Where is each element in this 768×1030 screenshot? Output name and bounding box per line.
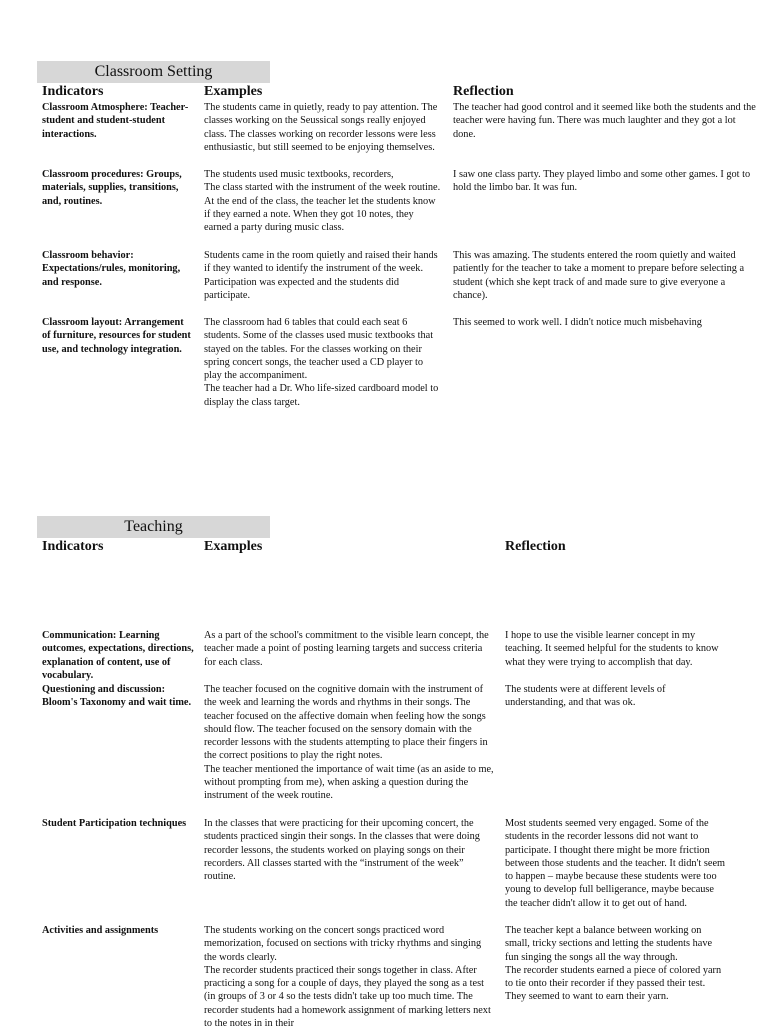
classroom-row-4-examples [204, 316, 441, 409]
reflection-paragraph: This was amazing. The students entered the room quietly and waited patiently for the teacher to take a moment to prepare before selecting a student (which she kept track of and made sure to give everyone a chance). [453, 250, 745, 301]
teaching-row-3-indicator: Student Participation techniques [42, 818, 187, 829]
example-paragraph: The students working on the concert songs practiced word memorization, focused on sections with tricky rhythms and singing the words clearly. [204, 925, 482, 963]
teaching-row-4-examples [204, 924, 496, 1030]
example-paragraph: The recorder students practiced their songs together in class. After practicing a song for a couple of days, they played the song as a test (in groups of 3 or 4 so the tests didn't take up too much time. The recorder students had a homework assignment of marking letters next to the notes in in their [204, 964, 491, 1030]
example-paragraph: The teacher focused on the cognitive domain with the instrument of the week and learning the words and rhythms in their songs. The teacher focused on the affective domain when feeling how the songs should flow. The teacher focused on the sensory domain with the recorder lessons with the students attempting to place their fingers in the correct positions to play the right notes. [204, 684, 488, 762]
classroom-row-1-indicator: Classroom Atmosphere: Teacher- student and student-student interactions. [42, 102, 189, 140]
teaching-row-1-reflection [505, 629, 728, 669]
reflection-paragraph: I hope to use the visible learner concept in my teaching. It seemed helpful for the students to know what they were trying to accomplish that day. [505, 630, 719, 668]
classroom-row-3-indicator: Classroom behavior: Expectations/rules, monitoring, and response. [42, 250, 181, 288]
teaching-row-4-reflection [505, 924, 728, 1004]
teaching-banner: Teaching [37, 516, 270, 538]
teaching-row-1-indicator: Communication: Learning outcomes, expectations, directions, explanation of content, use of vocabulary. [42, 630, 194, 681]
reflection-paragraph: The teacher had good control and it seemed like both the students and the teacher were having fun. There was much laughter and they got a lot done. [453, 102, 756, 140]
example-paragraph: The students came in quietly, ready to pay attention. The classes working on the Seussical songs really enjoyed class. The classes working on recorder lessons were less enthusiastic, but still seemed to be enjoying themselves. [204, 102, 438, 153]
teaching-row-2-examples [204, 683, 496, 803]
teaching-row-3-examples [204, 817, 496, 883]
example-paragraph: Participation was expected and the students did participate. [204, 276, 400, 301]
classroom-indicators-header: Indicators [42, 84, 104, 99]
example-paragraph: The teacher had a Dr. Who life-sized cardboard model to display the class target. [204, 383, 439, 408]
classroom-row-2-indicator: Classroom procedures: Groups, materials, supplies, transitions, and, routines. [42, 169, 182, 207]
example-paragraph: Students came in the room quietly and raised their hands if they wanted to identify the instrument of the week. [204, 250, 438, 275]
example-paragraph: The class started with the instrument of the week routine. At the end of the class, the teacher let the students know if they earned a note. When they got 10 notes, they earned a party during music class. [204, 182, 441, 234]
example-paragraph: In the classes that were practicing for their upcoming concert, the students practiced singin their songs. In the classes that were doing recorder lessons, the students worked on playing songs on their recorders. All classes started with the “instrument of the week” routine. [204, 818, 480, 883]
reflection-paragraph: The recorder students earned a piece of colored yarn to tie onto their recorder if they passed their test. They seemed to want to earn their yarn. [505, 964, 722, 1003]
classroom-row-3-examples [204, 249, 441, 302]
reflection-paragraph: The students were at different levels of understanding, and that was ok. [505, 684, 666, 709]
reflection-paragraph: I saw one class party. They played limbo and some other games. I got to hold the limbo bar. It was fun. [453, 169, 751, 194]
classroom-row-4-indicator: Classroom layout: Arrangement of furniture, resources for student use, and technology integration. [42, 317, 191, 355]
classroom-row-1-reflection [453, 101, 758, 141]
classroom-row-1-examples [204, 101, 441, 154]
classroom-row-2-reflection [453, 168, 758, 195]
reflection-paragraph: This seemed to work well. I didn't notice much misbehaving [453, 317, 702, 328]
example-paragraph: As a part of the school's commitment to the visible learn concept, the teacher made a point of posting learning targets and success criteria for each class. [204, 630, 489, 668]
teaching-indicators-header: Indicators [42, 539, 104, 554]
teaching-row-3-reflection [505, 817, 728, 910]
classroom-row-2-examples [204, 168, 441, 234]
teaching-row-2-reflection [505, 683, 728, 710]
teaching-examples-header: Examples [204, 539, 263, 554]
classroom-setting-banner: Classroom Setting [37, 61, 270, 83]
classroom-row-4-reflection [453, 316, 758, 329]
teaching-row-1-examples [204, 629, 496, 669]
teaching-row-2-indicator: Questioning and discussion: Bloom's Taxonomy and wait time. [42, 684, 192, 709]
reflection-paragraph: The teacher kept a balance between working on small, tricky sections and letting the students have fun singing the songs all the way through. [505, 925, 713, 963]
classroom-row-3-reflection [453, 249, 758, 302]
classroom-reflection-header: Reflection [453, 84, 514, 99]
example-paragraph: The teacher mentioned the importance of wait time (as an aside to me, without prompting from me), when asking a question during the instrument of the week routine. [204, 763, 494, 802]
example-paragraph: The classroom had 6 tables that could each seat 6 students. Some of the classes used music textbooks that stayed on the tables. For the classes working on their spring concert songs, the teacher used a CD player to play the accompaniment. [204, 317, 434, 382]
teaching-row-4-indicator: Activities and assignments [42, 925, 159, 936]
classroom-examples-header: Examples [204, 84, 263, 99]
example-paragraph: The students used music textbooks, recorders, [204, 169, 394, 180]
reflection-paragraph: Most students seemed very engaged. Some of the students in the recorder lessons did not want to participate. I thought there might be more friction between those students and the teacher. It didn't seem to happen – maybe because these students were too young to develop full belligerance, maybe because the teacher didn't allow it to get out of hand. [505, 818, 726, 909]
teaching-reflection-header: Reflection [505, 539, 566, 554]
